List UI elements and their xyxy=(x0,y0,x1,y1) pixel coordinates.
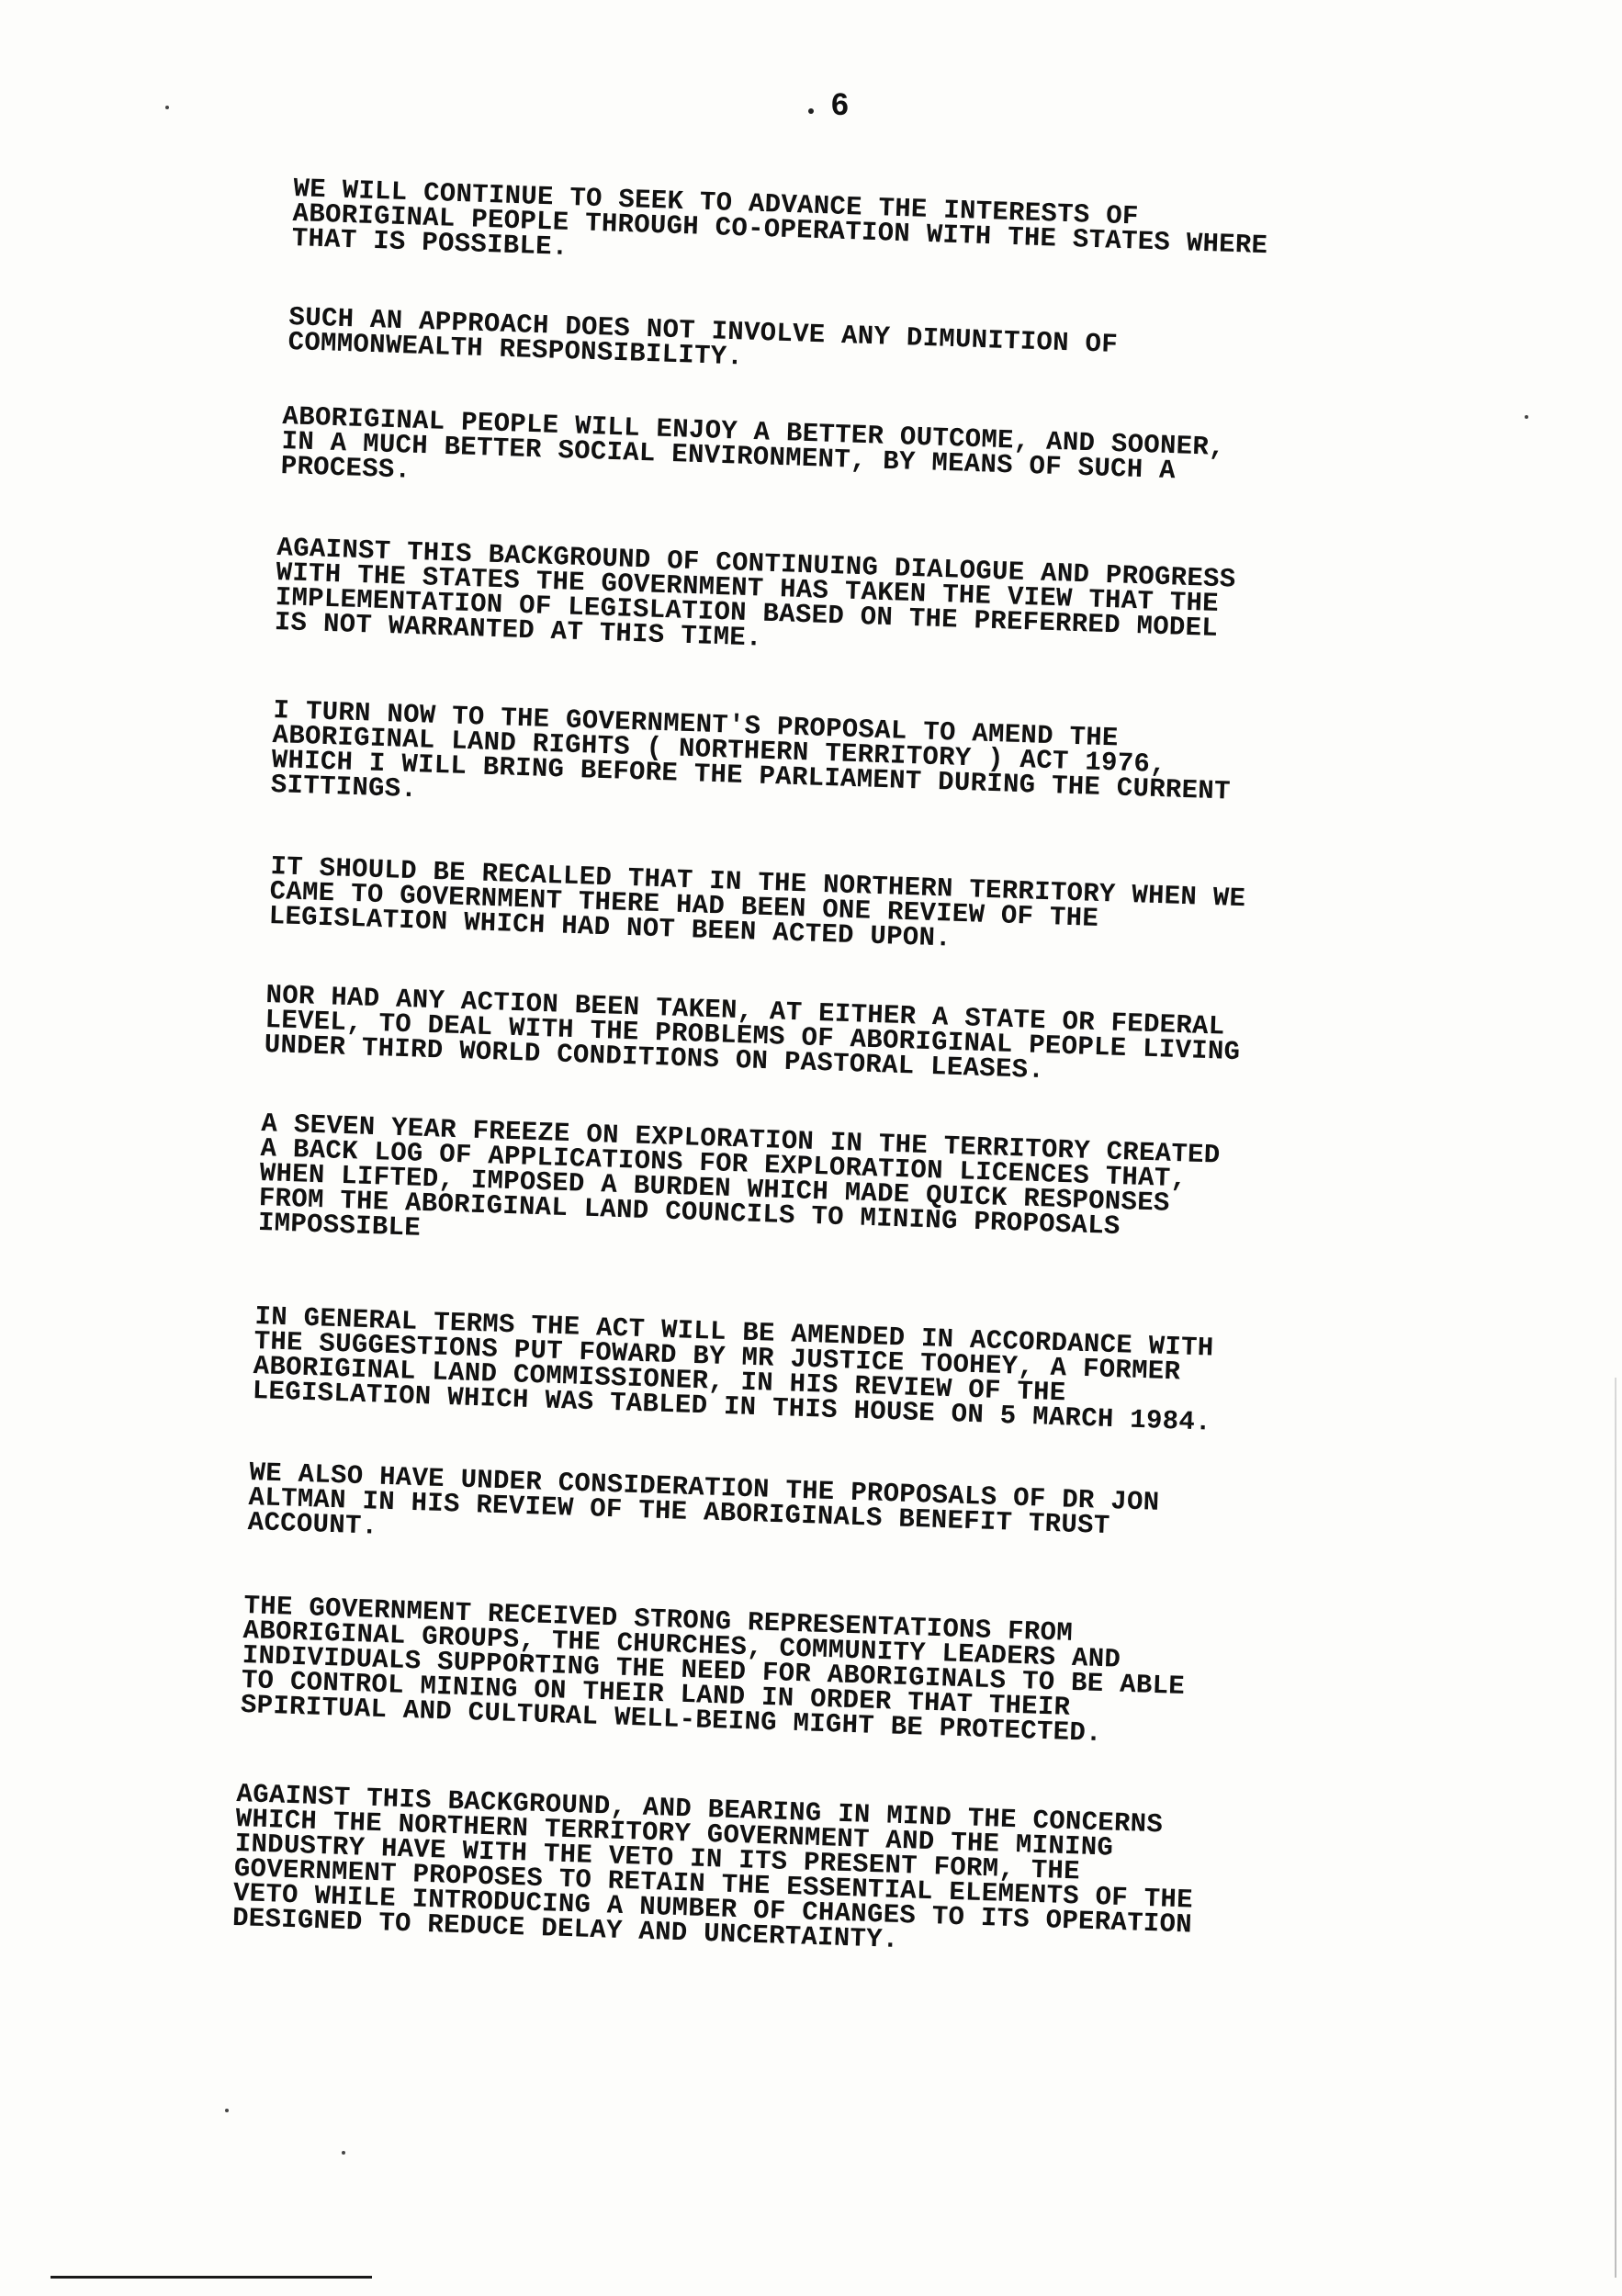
paragraph-8: A SEVEN YEAR FREEZE ON EXPLORATION IN THE TERRITORY CREATED A BACK LOG OF APPLICATIONS FOR EXPLORATION LICENCES THAT, WHEN LIFTED, IMPOSED A BURDEN WHICH MADE QUICK RESPONSES FROM THE ABORIGINAL LAND COUNCILS TO MINING PROPOSALS IMPOSSIBLE xyxy=(257,1109,1221,1244)
scan-speck xyxy=(342,2151,345,2155)
scan-edge-shadow xyxy=(1615,1378,1616,2278)
footer-rule xyxy=(51,2276,372,2279)
paragraph-12: AGAINST THIS BACKGROUND, AND BEARING IN MIND THE CONCERNS WHICH THE NORTHERN TERRITORY GOVERNMENT AND THE MINING INDUSTRY HAVE WITH THE VETO IN ITS PRESENT FORM, THE GOVERNMENT PROPOSES TO RETAIN THE ESSENTIAL ELEMENTS OF THE VETO WHILE INTRODUCING A NUMBER OF CHANGES TO ITS OPERATION DESIGNED TO REDUCE DELAY AND UNCERTAINTY. xyxy=(231,1779,1194,1955)
paragraph-4: AGAINST THIS BACKGROUND OF CONTINUING DIALOGUE AND PROGRESS WITH THE STATES THE GOVERNMENT HAS TAKEN THE VIEW THAT THE IMPLEMENTATION OF LEGISLATION BASED ON THE PREFERRED MODEL IS NOT WARRANTED AT THIS TIME. xyxy=(274,533,1236,654)
scan-speck xyxy=(1525,415,1528,419)
page-number: 6 xyxy=(831,87,849,122)
paragraph-5: I TURN NOW TO THE GOVERNMENT'S PROPOSAL TO AMEND THE ABORIGINAL LAND RIGHTS ( NORTHERN TERRITORY ) ACT 1976, WHICH I WILL BRING BEFORE THE PARLIAMENT DURING THE CURRENT SITTINGS. xyxy=(270,695,1232,807)
paragraph-3: ABORIGINAL PEOPLE WILL ENJOY A BETTER OUTCOME, AND SOONER, IN A MUCH BETTER SOCIAL ENVIRONMENT, BY MEANS OF SUCH A PROCESS. xyxy=(280,401,1226,487)
paragraph-1: WE WILL CONTINUE TO SEEK TO ADVANCE THE INTERESTS OF ABORIGINAL PEOPLE THROUGH CO-OPERATION WITH THE STATES WHERE THAT IS POSSIBLE. xyxy=(291,174,1268,263)
paragraph-9: IN GENERAL TERMS THE ACT WILL BE AMENDED IN ACCORDANCE WITH THE SUGGESTIONS PUT FOWARD BY MR JUSTICE TOOHEY, A FORMER ABORIGINAL LAND COMMISSIONER, IN HIS REVIEW OF THE LEGISLATION WHICH WAS TABLED IN THIS HOUSE ON 5 MARCH 1984. xyxy=(252,1301,1214,1438)
paragraph-10: WE ALSO HAVE UNDER CONSIDERATION THE PROPOSALS OF DR JON ALTMAN IN HIS REVIEW OF THE ABORIGINALS BENEFIT TRUST ACCOUNT. xyxy=(247,1458,1160,1542)
page-number-dot xyxy=(808,108,814,114)
paragraph-11: THE GOVERNMENT RECEIVED STRONG REPRESENTATIONS FROM ABORIGINAL GROUPS, THE CHURCHES, COMMUNITY LEADERS AND INDIVIDUALS SUPPORTING THE NEED FOR ABORIGINALS TO BE ABLE TO CONTROL MINING ON THEIR LAND IN ORDER THAT THEIR SPIRITUAL AND CULTURAL WELL-BEING MIGHT BE PROTECTED. xyxy=(240,1591,1186,1750)
paragraph-7: NOR HAD ANY ACTION BEEN TAKEN, AT EITHER A STATE OR FEDERAL LEVEL, TO DEAL WITH THE PROBLEMS OF ABORIGINAL PEOPLE LIVING UNDER THIRD WORLD CONDITIONS ON PASTORAL LEASES. xyxy=(264,980,1241,1086)
paragraph-2: SUCH AN APPROACH DOES NOT INVOLVE ANY DIMUNITION OF COMMONWEALTH RESPONSIBILITY. xyxy=(287,302,1119,373)
scan-speck xyxy=(165,106,169,109)
paragraph-6: IT SHOULD BE RECALLED THAT IN THE NORTHERN TERRITORY WHEN WE CAME TO GOVERNMENT THERE HAD BEEN ONE REVIEW OF THE LEGISLATION WHICH HAD NOT BEEN ACTED UPON. xyxy=(268,851,1246,954)
scan-speck xyxy=(225,2109,229,2112)
